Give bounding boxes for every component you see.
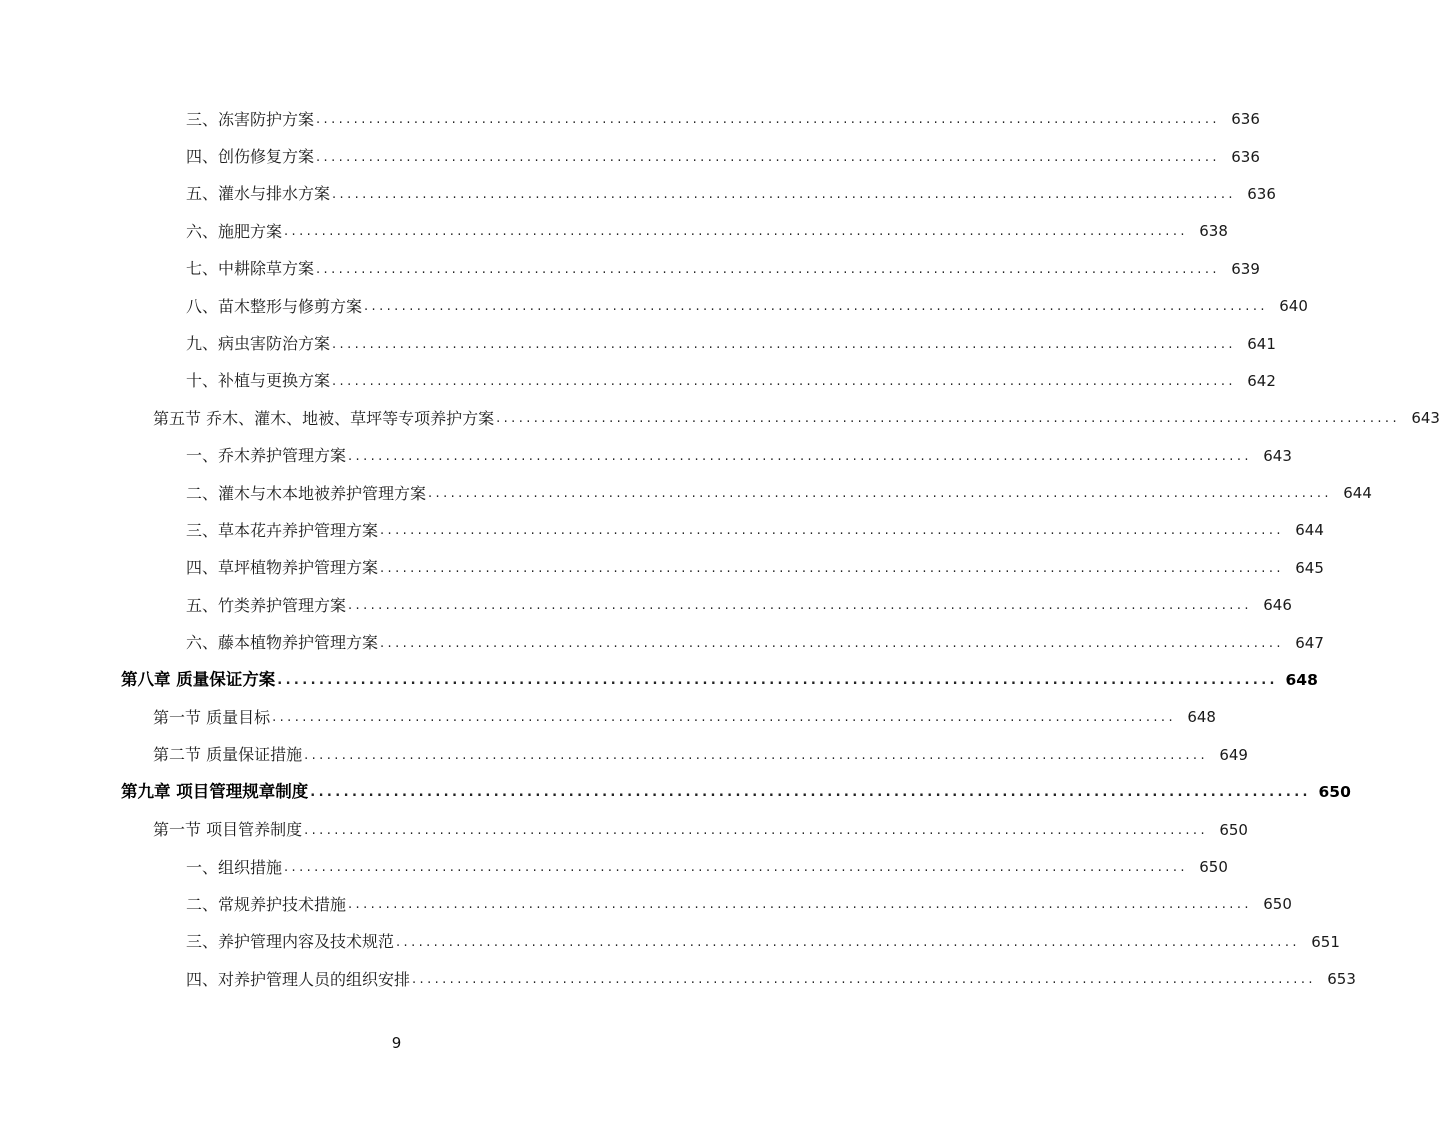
toc-dot-leader: ........................................................................................................................ xyxy=(310,785,1311,801)
toc-dot-leader: ........................................................................................................................ xyxy=(284,224,1188,240)
toc-dot-leader: ........................................................................................................................ xyxy=(272,710,1176,726)
toc-entry[interactable] xyxy=(0,624,1324,661)
table-of-contents xyxy=(0,101,1440,998)
toc-dot-leader: ........................................................................................................................ xyxy=(348,448,1252,464)
toc-dot-leader: ........................................................................................................................ xyxy=(332,186,1236,202)
toc-dot-leader: ........................................................................................................................ xyxy=(364,299,1268,315)
toc-entry-label: 二、灌木与木本地被养护管理方案 xyxy=(186,483,427,503)
toc-entry-label: 五、竹类养护管理方案 xyxy=(186,595,347,615)
toc-entry-label: 三、草本花卉养护管理方案 xyxy=(186,520,379,540)
toc-dot-leader: ........................................................................................................................ xyxy=(348,897,1252,913)
toc-dot-leader: ........................................................................................................................ xyxy=(380,635,1284,651)
toc-entry-label: 第九章 项目管理规章制度 xyxy=(121,782,309,802)
toc-entry[interactable] xyxy=(0,924,1340,961)
toc-entry-label: 第一节 项目管养制度 xyxy=(153,820,303,840)
toc-entry[interactable] xyxy=(0,325,1276,362)
toc-dot-leader: ........................................................................................................................ xyxy=(316,261,1220,277)
toc-entry-label: 六、施肥方案 xyxy=(186,221,283,241)
toc-entry-label: 六、藤本植物养护管理方案 xyxy=(186,633,379,653)
toc-entry[interactable] xyxy=(0,512,1324,549)
toc-entry[interactable] xyxy=(0,699,1216,736)
toc-dot-leader: ........................................................................................................................ xyxy=(332,373,1236,389)
toc-entry[interactable] xyxy=(0,550,1324,587)
toc-entry-page: 647 xyxy=(1295,633,1324,652)
toc-dot-leader: ........................................................................................................................ xyxy=(316,149,1220,165)
toc-entry-page: 648 xyxy=(1285,670,1318,689)
toc-entry-page: 636 xyxy=(1247,184,1276,203)
toc-dot-leader: ........................................................................................................................ xyxy=(348,598,1252,614)
toc-dot-leader: ........................................................................................................................ xyxy=(304,822,1208,838)
toc-entry-page: 636 xyxy=(1231,110,1260,129)
toc-entry-page: 645 xyxy=(1295,558,1324,577)
toc-entry-page: 644 xyxy=(1343,484,1372,503)
toc-entry-page: 639 xyxy=(1231,259,1260,278)
toc-entry-page: 642 xyxy=(1247,371,1276,390)
toc-entry-label: 四、对养护管理人员的组织安排 xyxy=(186,969,411,989)
toc-entry[interactable] xyxy=(0,213,1228,250)
toc-dot-leader: ........................................................................................................................ xyxy=(412,972,1316,988)
toc-entry[interactable] xyxy=(0,961,1356,998)
toc-entry-page: 650 xyxy=(1318,782,1351,801)
toc-entry-label: 四、创伤修复方案 xyxy=(186,147,315,167)
toc-entry[interactable] xyxy=(0,886,1292,923)
toc-entry-page: 651 xyxy=(1311,932,1340,951)
toc-entry-label: 第八章 质量保证方案 xyxy=(121,670,276,690)
toc-entry-page: 650 xyxy=(1219,820,1248,839)
toc-entry-label: 七、中耕除草方案 xyxy=(186,259,315,279)
toc-dot-leader: ........................................................................................................................ xyxy=(380,560,1284,576)
toc-dot-leader: ........................................................................................................................ xyxy=(396,934,1300,950)
toc-entry-label: 一、组织措施 xyxy=(186,857,283,877)
toc-entry-label: 二、常规养护技术措施 xyxy=(186,894,347,914)
toc-entry-label: 八、苗木整形与修剪方案 xyxy=(186,296,363,316)
toc-entry-label: 一、乔木养护管理方案 xyxy=(186,446,347,466)
toc-entry[interactable] xyxy=(0,251,1260,288)
toc-entry-label: 第二节 质量保证措施 xyxy=(153,745,303,765)
toc-entry-label: 九、病虫害防治方案 xyxy=(186,334,331,354)
toc-entry[interactable] xyxy=(0,400,1440,437)
toc-entry-label: 十、补植与更换方案 xyxy=(186,371,331,391)
toc-dot-leader: ........................................................................................................................ xyxy=(316,112,1220,128)
toc-dot-leader: ........................................................................................................................ xyxy=(428,486,1332,502)
toc-dot-leader: ........................................................................................................................ xyxy=(496,411,1400,427)
toc-entry[interactable] xyxy=(0,176,1276,213)
toc-entry-page: 648 xyxy=(1187,708,1216,727)
toc-entry-label: 四、草坪植物养护管理方案 xyxy=(186,558,379,578)
toc-entry[interactable] xyxy=(0,438,1292,475)
toc-dot-leader: ........................................................................................................................ xyxy=(304,747,1208,763)
toc-entry-page: 640 xyxy=(1279,297,1308,316)
toc-dot-leader: ........................................................................................................................ xyxy=(380,523,1284,539)
toc-dot-leader: ........................................................................................................................ xyxy=(277,673,1278,689)
toc-entry-page: 653 xyxy=(1327,970,1356,989)
toc-dot-leader: ........................................................................................................................ xyxy=(284,860,1188,875)
toc-entry[interactable] xyxy=(0,363,1276,400)
toc-entry-page: 643 xyxy=(1263,446,1292,465)
toc-entry-page: 644 xyxy=(1295,521,1324,540)
toc-entry[interactable] xyxy=(0,101,1260,138)
toc-entry[interactable] xyxy=(0,138,1260,175)
toc-entry-page: 649 xyxy=(1219,745,1248,764)
toc-entry[interactable] xyxy=(0,849,1228,886)
toc-entry[interactable] xyxy=(0,662,1318,699)
toc-dot-leader: ........................................................................................................................ xyxy=(332,336,1236,352)
toc-entry[interactable] xyxy=(0,288,1308,325)
toc-entry[interactable] xyxy=(0,587,1292,624)
toc-entry-page: 636 xyxy=(1231,147,1260,166)
toc-entry-label: 五、灌水与排水方案 xyxy=(186,184,331,204)
toc-entry[interactable] xyxy=(0,811,1248,848)
toc-entry[interactable] xyxy=(0,475,1372,512)
toc-entry-page: 638 xyxy=(1199,222,1228,241)
toc-entry-label: 第一节 质量目标 xyxy=(153,707,271,727)
toc-entry[interactable] xyxy=(0,737,1248,774)
toc-entry-label: 三、养护管理内容及技术规范 xyxy=(186,932,395,952)
toc-entry-page: 646 xyxy=(1263,596,1292,615)
toc-entry-page: 643 xyxy=(1411,409,1440,428)
toc-entry-label: 第五节 乔木、灌木、地被、草坪等专项养护方案 xyxy=(153,408,495,428)
toc-entry[interactable] xyxy=(0,774,1351,811)
page-number: 9 xyxy=(391,1034,402,1052)
toc-entry-page: 650 xyxy=(1263,895,1292,914)
toc-entry-label: 三、冻害防护方案 xyxy=(186,109,315,129)
toc-entry-page: 641 xyxy=(1247,334,1276,353)
toc-entry-page: 650 xyxy=(1199,858,1228,876)
